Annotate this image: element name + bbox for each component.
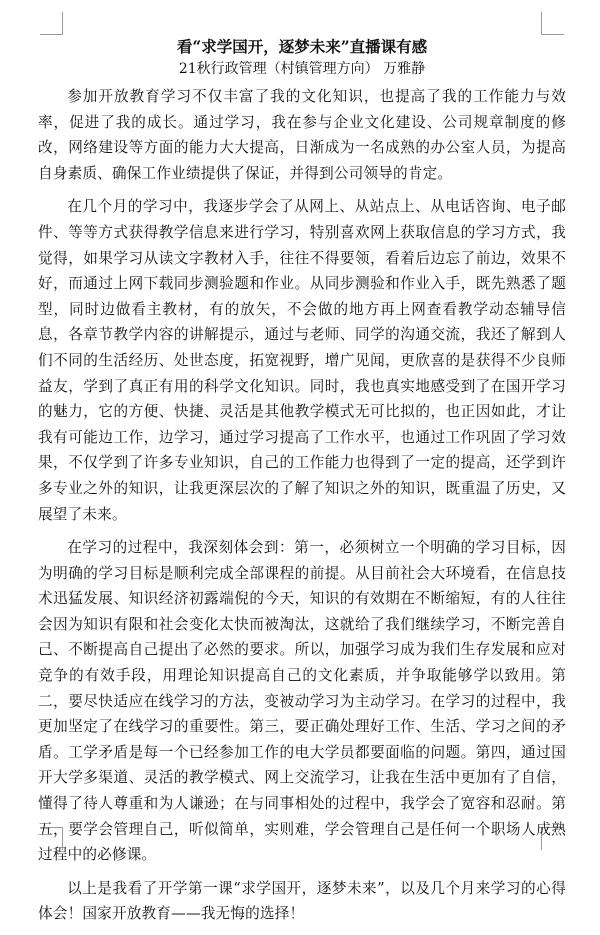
page-corner-mark: [40, 12, 63, 35]
document-body: [38, 36, 566, 935]
author-line: 21秋行政管理（村镇管理方向） 万雅静: [178, 61, 426, 77]
paragraph: 在学习的过程中，我深刻体会到：第一，必须树立一个明确的学习目标，因为明确的学习目标是顺利完成全部课程的前提。从目前社会大环境看，在信息技术迅猛发展、知识经济初露端倪的今天，知识的有效期在不断缩短，有的人往往会因为知识有限和社会变化太快而被淘汰，这就给了我们继续学习，不断完善自己、不断提高自己提出了必然的要求。所以，加强学习成为我们生存发展和应对竞争的有效手段，用理论知识提高自己的文化素质，并争取能够学以致用。第二，要尽快适应在线学习的方法，变被动学习为主动学习。在学习的过程中，我更加坚定了在线学习的重要性。第三，要正确处理好工作、生活、学习之间的矛盾。工学矛盾是每一个已经参加工作的电大学员都要面临的问题。第四，通过国开大学多渠道、灵活的教学模式、网上交流学习，让我在生活中更加有了自信，懂得了待人尊重和为人谦逊；在与同事相处的过程中，我学会了宽容和忍耐。第五，要学会管理自己，听似简单，实则难，学会管理自己是任何一个职场人成熟过程中的必修课。: [38, 539, 566, 864]
document-title: 看“求学国开，逐梦未来”直播课有感: [176, 37, 428, 56]
paragraph: 以上是我看了开学第一课“求学国开，逐梦未来”，以及几个月来学习的心得体会！国家开放教育——我无悔的选择！: [38, 879, 566, 923]
page-corner-mark: [541, 12, 564, 35]
paragraph: 在几个月的学习中，我逐步学会了从网上、从站点上、从电话咨询、电子邮件、等等方式获得教学信息来进行学习，特别喜欢网上获取信息的学习方式，我觉得，如果学习从读文字教材入手，往往不得要领，看着后边忘了前边，效果不好，而通过上网下载同步测验题和作业。从同步测验和作业入手，既先熟悉了题型，同时边做看主教材，有的放矢，不会做的地方再上网查看教学动态辅导信息，各章节教学内容的讲解提示，通过与老师、同学的沟通交流，我还了解到人们不同的生活经历、处世态度，拓宽视野，增广见闻，更欣喜的是获得不少良师益友，学到了真正有用的科学文化知识。同时，我也真实地感受到了在国开学习的魅力，它的方便、快捷、灵活是其他教学模式无可比拟的，也正因如此，才让我有可能边工作，边学习，通过学习提高了工作水平，也通过工作巩固了学习效果，不仅学到了许多专业知识，自己的工作能力也得到了一定的提高，还学到许多专业之外的知识，让我更深层次的了解了知识之外的知识，既重温了历史，又展望了未来。: [38, 198, 566, 523]
paragraph: 参加开放教育学习不仅丰富了我的文化知识，也提高了我的工作能力与效率，促进了我的成长。通过学习，我在参与企业文化建设、公司规章制度的修改，网络建设等方面的能力大大提高，日渐成为一名成熟的办公室人员，为提高自身素质、确保工作业绩提供了保证，并得到公司领导的肯定。: [38, 88, 566, 182]
